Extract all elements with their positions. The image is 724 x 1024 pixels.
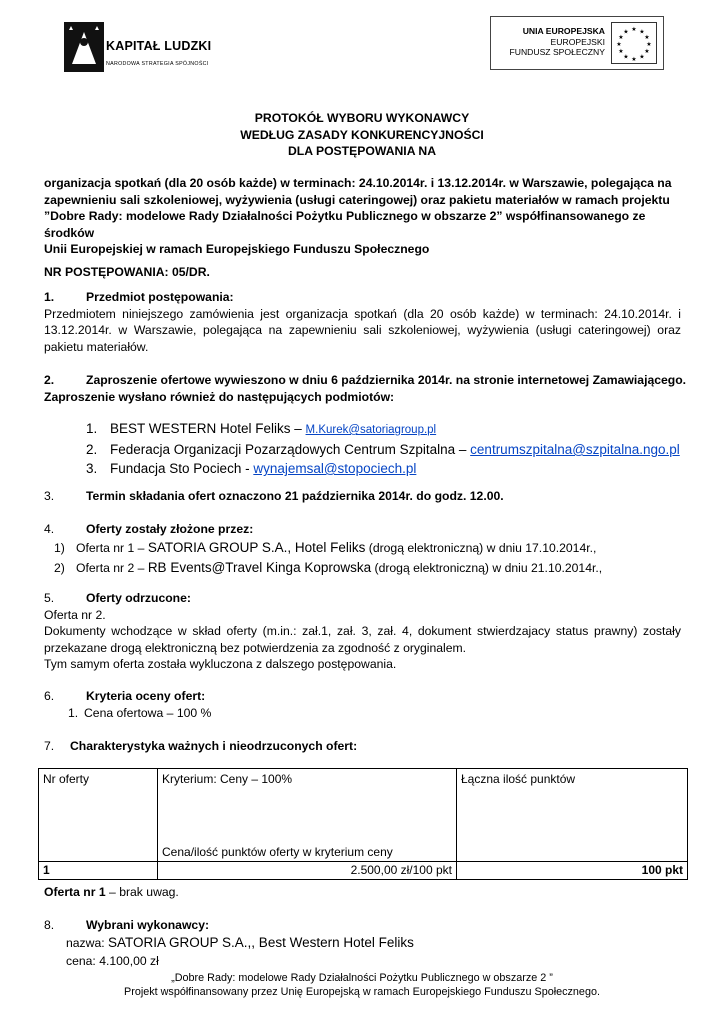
section-2-title: Zaproszenie ofertowe wywieszono w dniu 6 października 2014r. na stronie internetowej Zamawiającego. [86, 373, 687, 387]
logo-title: KAPITAŁ LUDZKI [106, 39, 212, 53]
list-item: 1) Oferta nr 1 – SATORIA GROUP S.A., Hotel Feliks (drogą elektroniczną) w dniu 17.10.2014r., [54, 540, 597, 555]
table-header-row [39, 769, 688, 862]
contractor-name: SATORIA GROUP S.A.,, Best Western Hotel Feliks [108, 935, 414, 950]
section-4-title: Oferty zostały złożone przez: [86, 522, 254, 536]
svg-text:★: ★ [639, 29, 645, 36]
svg-text:★: ★ [618, 35, 624, 41]
page-footer: „Dobre Rady: modelowe Rady Działalności Pożytku Publicznego w obszarze 2 ” Projekt współfinansowany przez Unię Europejską w ramach Europejskiego Funduszu Społecznego. [124, 972, 600, 998]
recipient-email-link[interactable]: M.Kurek@satoriagroup.pl [305, 424, 437, 436]
offers-list [54, 538, 602, 578]
section-3: 3. Termin składania ofert oznaczono 21 października 2014r. do godz. 12.00. [44, 489, 504, 503]
eu-flag-icon [611, 22, 657, 64]
recipient-email-link[interactable]: wynajemsal@stopociech.pl [253, 461, 417, 476]
list-item: 2. Federacja Organizacji Pozarządowych Centrum Szpitalna – centrumszpitalna@szpitalna.ngo.pl [86, 442, 680, 457]
svg-text:★: ★ [623, 54, 629, 61]
section-7-title: Charakterystyka ważnych i nieodrzuconych ofert: [70, 739, 358, 753]
section-6-title: Kryteria oceny ofert: [86, 689, 206, 703]
svg-text:★: ★ [618, 49, 624, 55]
header-criterion: Kryterium: Ceny – 100% Cena/ilość punktów oferty w kryterium ceny [158, 769, 457, 862]
section-4: 4. Oferty zostały złożone przez: [44, 522, 254, 536]
logo-subtitle: NARODOWA STRATEGIA SPÓJNOŚCI [106, 61, 209, 67]
svg-text:★: ★ [631, 27, 637, 33]
contractor-price: cena: 4.100,00 zł [66, 954, 159, 968]
list-item: 2) Oferta nr 2 – RB Events@Travel Kinga Koprowska (drogą elektroniczną) w dniu 21.10.2014r., [54, 560, 603, 575]
header-offer-number: Nr oferty [39, 769, 158, 862]
case-number: NR POSTĘPOWANIA: 05/DR. [44, 265, 210, 279]
section-5-title: Oferty odrzucone: [86, 591, 191, 605]
document-title: PROTOKÓŁ WYBORU WYKONAWCY WEDŁUG ZASADY KONKURENCYJNOŚCI DLA POSTĘPOWANIA NA [240, 111, 484, 158]
kapital-ludzki-logo [60, 10, 232, 78]
offer-remark: Oferta nr 1 – brak uwag. [44, 885, 179, 899]
section-1-title: Przedmiot postępowania: [86, 290, 234, 304]
eu-logo [490, 16, 664, 70]
eu-line2: EUROPEJSKI [550, 36, 605, 47]
offers-evaluation-table [38, 768, 688, 880]
section-2: 2. Zaproszenie ofertowe wywieszono w dniu 6 października 2014r. na stronie internetowej Zamawiającego. Zaproszenie wysłano również do następujących podmiotów: [44, 373, 687, 404]
section-8-title: Wybrani wykonawcy: [86, 918, 210, 932]
svg-text:★: ★ [616, 42, 622, 48]
recipient-list [86, 419, 680, 478]
section-6: 6. Kryteria oceny ofert: 1. Cena ofertowa – 100 % [44, 689, 212, 720]
section-1: 1. Przedmiot postępowania: Przedmiotem niniejszego zamówienia jest organizacja spotkań (dla 20 osób każde) w terminach: 24.10.2014r. i 13.12.2014r. w Warszawie, polegająca na zapewnieniu sali szkoleniowej, wyżywienia (usługi cateringowej) oraz pakietu materiałów. [44, 290, 681, 354]
section-3-title: Termin składania ofert oznaczono 21 października 2014r. do godz. 12.00. [86, 489, 504, 503]
procedure-subject: organizacja spotkań (dla 20 osób każde) w terminach: 24.10.2014r. i 13.12.2014r. w Warszawie, polegająca na zapewnieniu sali szkoleniowej, wyżywienia (usługi cateringowej) oraz pakietu materiałów w ramach projektu ”Dobre Rady: modelowe Rady Działalności Pożytku Publicznego w obszarze 2” współfinansowanego ze środków Unii Europejskiej w ramach Europejskiego Funduszu Społecznego [44, 176, 672, 256]
section-8: 8. Wybrani wykonawcy: [44, 918, 210, 932]
recipient-email-link[interactable]: centrumszpitalna@szpitalna.ngo.pl [470, 442, 680, 457]
header-total-points: Łączna ilość punktów [457, 769, 688, 862]
section-7: 7. Charakterystyka ważnych i nieodrzuconych ofert: [44, 739, 358, 753]
selected-contractor: nazwa: SATORIA GROUP S.A.,, Best Western Hotel Feliks cena: 4.100,00 zł [66, 935, 414, 968]
list-item: 3. Fundacja Sto Pociech - wynajemsal@stopociech.pl [86, 461, 417, 476]
eu-line3: FUNDUSZ SPOŁECZNY [509, 47, 605, 57]
svg-text:★: ★ [631, 57, 637, 63]
eu-line1: UNIA EUROPEJSKA [522, 26, 605, 36]
section-5: 5. Oferty odrzucone: Oferta nr 2. Dokumenty wchodzące w skład oferty (m.in.: zał.1, zał. 3, zał. 4, dokument stwierdzajacy status prawny) zostały przekazane drogą elektroniczną bez potwierdzenia za zgodność z oryginalem. Tym samym oferta została wykluczona z dalszego postępowania. [44, 591, 681, 671]
table-row: 1 2.500,00 zł/100 pkt 100 pkt [39, 862, 688, 880]
list-item: 1. BEST WESTERN Hotel Feliks – M.Kurek@satoriagroup.pl [86, 421, 437, 436]
criterion-item: Cena ofertowa – 100 % [84, 705, 212, 720]
svg-text:★: ★ [644, 49, 650, 55]
svg-text:★: ★ [639, 54, 645, 61]
svg-text:★: ★ [644, 35, 650, 41]
svg-text:★: ★ [646, 42, 652, 48]
svg-text:★: ★ [623, 29, 629, 36]
kapital-ludzki-emblem-icon [64, 22, 104, 72]
